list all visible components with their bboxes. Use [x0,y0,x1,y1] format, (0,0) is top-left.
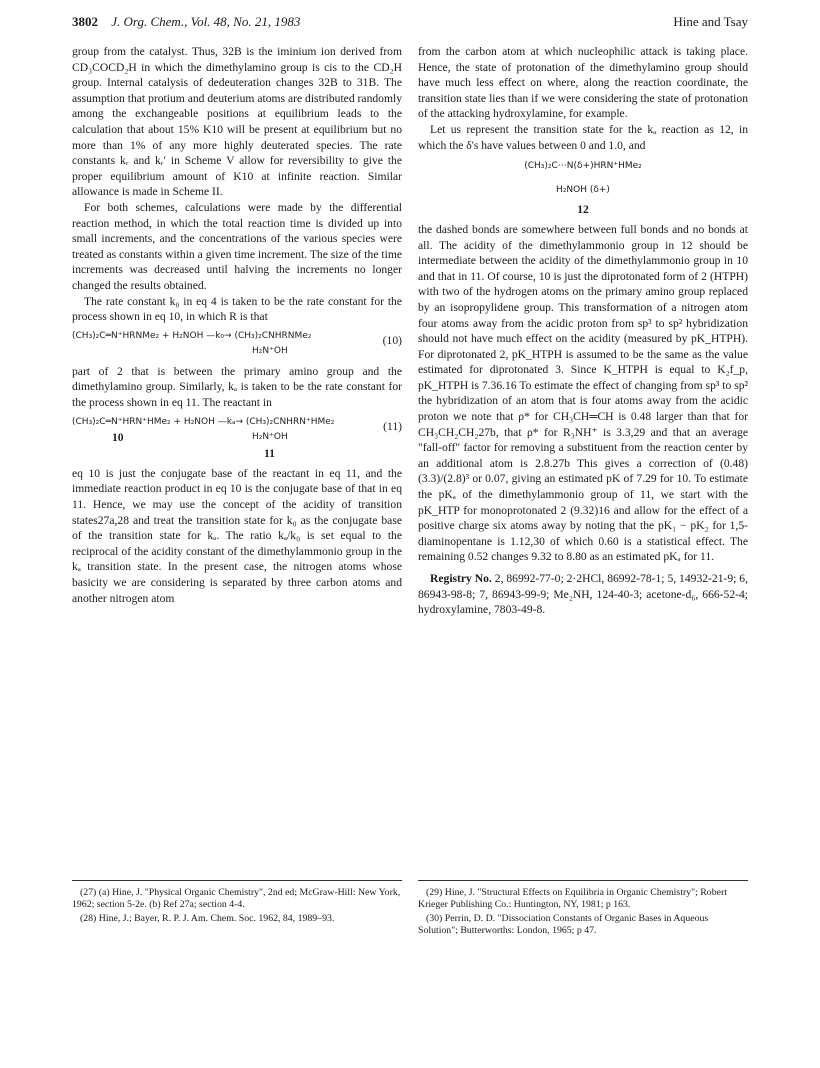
equation-11 [72,415,402,462]
paragraph: The rate constant k₀ in eq 4 is taken to be the rate constant for the process shown in eq 10, in which R is that [72,294,402,324]
compound-label-10: 10 [112,431,124,445]
paragraph: For both schemes, calculations were made by the differential reaction method, in which the total reaction time is divided up into small increments, and the concentrations of the various species were treated as constants within a given time increment. The size of the time increments was decreased until halving the increments no longer changed the results obtained. [72,200,402,292]
compound-label-12: 12 [577,203,589,217]
running-head-authors: Hine and Tsay [673,14,748,29]
footnote: (30) Perrin, D. D. "Dissociation Constants of Organic Bases in Aqueous Solution"; Butterworths: London, 1965; p 47. [418,913,709,936]
paragraph: the dashed bonds are somewhere between full bonds and no bonds at all. The acidity of the dimethylammonio group in 12 should be intermediate between the acidity of the dimethylammonio group in 10 and that in 11. Of course, 10 is just the diprotonated form of 2 (HTPH) with two of the hydrogen atoms on the primary amino group replaced by an isopropylidene group. This transformation of a nitrogen atom four atoms away from the acidic proton from sp³ to sp² hybridization should not have much effect on the acidity (measured by pK_HTPH). For diprotonated 2, pK_HTPH is assumed to be the same as the value estimated for diprotonated 3. Since K_HTPH is equal to K₂f_p, pK_HTPH is 7.36.16 To estimate the effect of changing from sp³ to sp² the hybridization of an atom that is four atoms away from the acidic proton we note that ρ* for CH₃CH═CH is 0.48 larger than that for CH₃CH₂CH₂27b, that ρ* for R₃NH⁺ is 3.3,29 and that an average "fall-off" factor for removing a substituent from the reaction center by an additional atom is 2.8.27b This gives a correction of (0.48)(3.3)/(2.8)³ or 0.07, giving an estimated pK of 7.29 for 10. To estimate the pKₐ of the dimethylammonio group of 11, we start with the pK_HTP for monoprotonated 2 (9.32)16 and allow for the effect of a positive charge six atoms away by noting that the pK₁ − pK₂ for 1,5-diaminopentane is 1.12,30 of which 0.60 is a statistical effect. The remaining 0.52 changes 9.32 to 8.80 as an estimated pKₐ for 11. [418,222,748,564]
paragraph: part of 2 that is between the primary amino group and the dimethylamino group. Similarly, kₐ is taken to be the rate constant for the process shown in eq 11. The reactant in [72,364,402,410]
footnote: (29) Hine, J. "Structural Effects on Equilibria in Organic Chemistry"; Robert Krieger Publishing Co.: Huntington, NY, 1981; p 163. [418,887,727,910]
running-head-left [72,14,300,29]
paragraph: eq 10 is just the conjugate base of the reactant in eq 11, and the immediate reaction product in eq 10 is the conjugate base of that in eq 11. Hence, we may use the concept of the acidity of transition states27a,28 and treat the transition state for k₀ as the conjugate base of the transition state for kₐ. The ratio kₐ/k₀ is set equal to the reciprocal of the acidity constant of the dimethylammonio group in the kₐ transition state. In the present case, the nitrogen atoms whose basicity we are considering is separated by three carbon atoms and another nitrogen atom [72,466,402,605]
footnotes-left [72,880,402,927]
right-column [418,44,748,618]
footnote: (28) Hine, J.; Bayer, R. P. J. Am. Chem. Soc. 1962, 84, 1989–93. [80,913,335,924]
equation-10-sub: H₂N⁺OH [252,346,288,357]
structure-line: H₂NOH (δ+) [556,184,610,195]
transition-state-structure [418,159,748,218]
registry-numbers [418,571,748,618]
equation-11-main: (CH₃)₂C═N⁺HRN⁺HMe₂ + H₂NOH —kₐ→ (CH₃)₂CNHRN⁺HMe₂ [72,416,335,427]
equation-10 [72,329,402,360]
page-header [72,14,748,30]
left-column [72,44,402,606]
journal-citation: J. Org. Chem., Vol. 48, No. 21, 1983 [111,14,301,29]
registry-label: Registry No. [430,572,492,585]
footnote: (27) (a) Hine, J. "Physical Organic Chemistry", 2nd ed; McGraw-Hill: New York, 1962; section 5-2e. (b) Ref 27a; section 4-4. [72,887,401,910]
compound-label-11: 11 [264,447,275,461]
paragraph: from the carbon atom at which nucleophilic attack is taking place. Hence, the state of protonation of the dimethylamino group should have much less effect on where, along the reaction coordinate, the transition state lies than if we were considering the state of protonation of the attacking hydroxylamine, for example. [418,45,748,121]
page-number: 3802 [72,14,98,29]
footnotes-right [418,880,748,939]
equation-number: (10) [382,333,402,347]
equation-11-sub: H₂N⁺OH [252,432,288,443]
paragraph: group from the catalyst. Thus, 32B is the iminium ion derived from CD₃COCD₂H in which the dimethylamino group is cis to the CD₂H group. Internal catalysis of dedeuteration changes 32B to 31B. The assumption that protium and deuterium atoms are distributed randomly among the exchangeable positions at equilibrium leads to the calculation that about 15% K10 will be present at equilibrium but no more than 1% of any more highly deuterated species. The rate constants kᵣ and kᵣ′ in Scheme V allow for reversibility to give the proper equilibrium amount of K10 at infinite reaction. Similar allowance is made in Scheme II. [72,45,402,199]
structure-line: (CH₃)₂C⋯N(δ+)HRN⁺HMe₂ [524,161,642,172]
equation-10-main: (CH₃)₂C═N⁺HRNMe₂ + H₂NOH —k₀→ (CH₃)₂CNHRNMe₂ [72,330,312,341]
registry-text: 2, 86992-77-0; 2·2HCl, 86992-78-1; 5, 14932-21-9; 6, 86943-98-8; 7, 86943-99-9; Me₂NH, 124-40-3; acetone-d₆, 666-52-4; hydroxylamine, 7803-49-8. [418,572,748,617]
equation-number: (11) [383,419,402,433]
paragraph: Let us represent the transition state for the kₐ reaction as 12, in which the δ's have values between 0 and 1.0, and [418,122,748,152]
